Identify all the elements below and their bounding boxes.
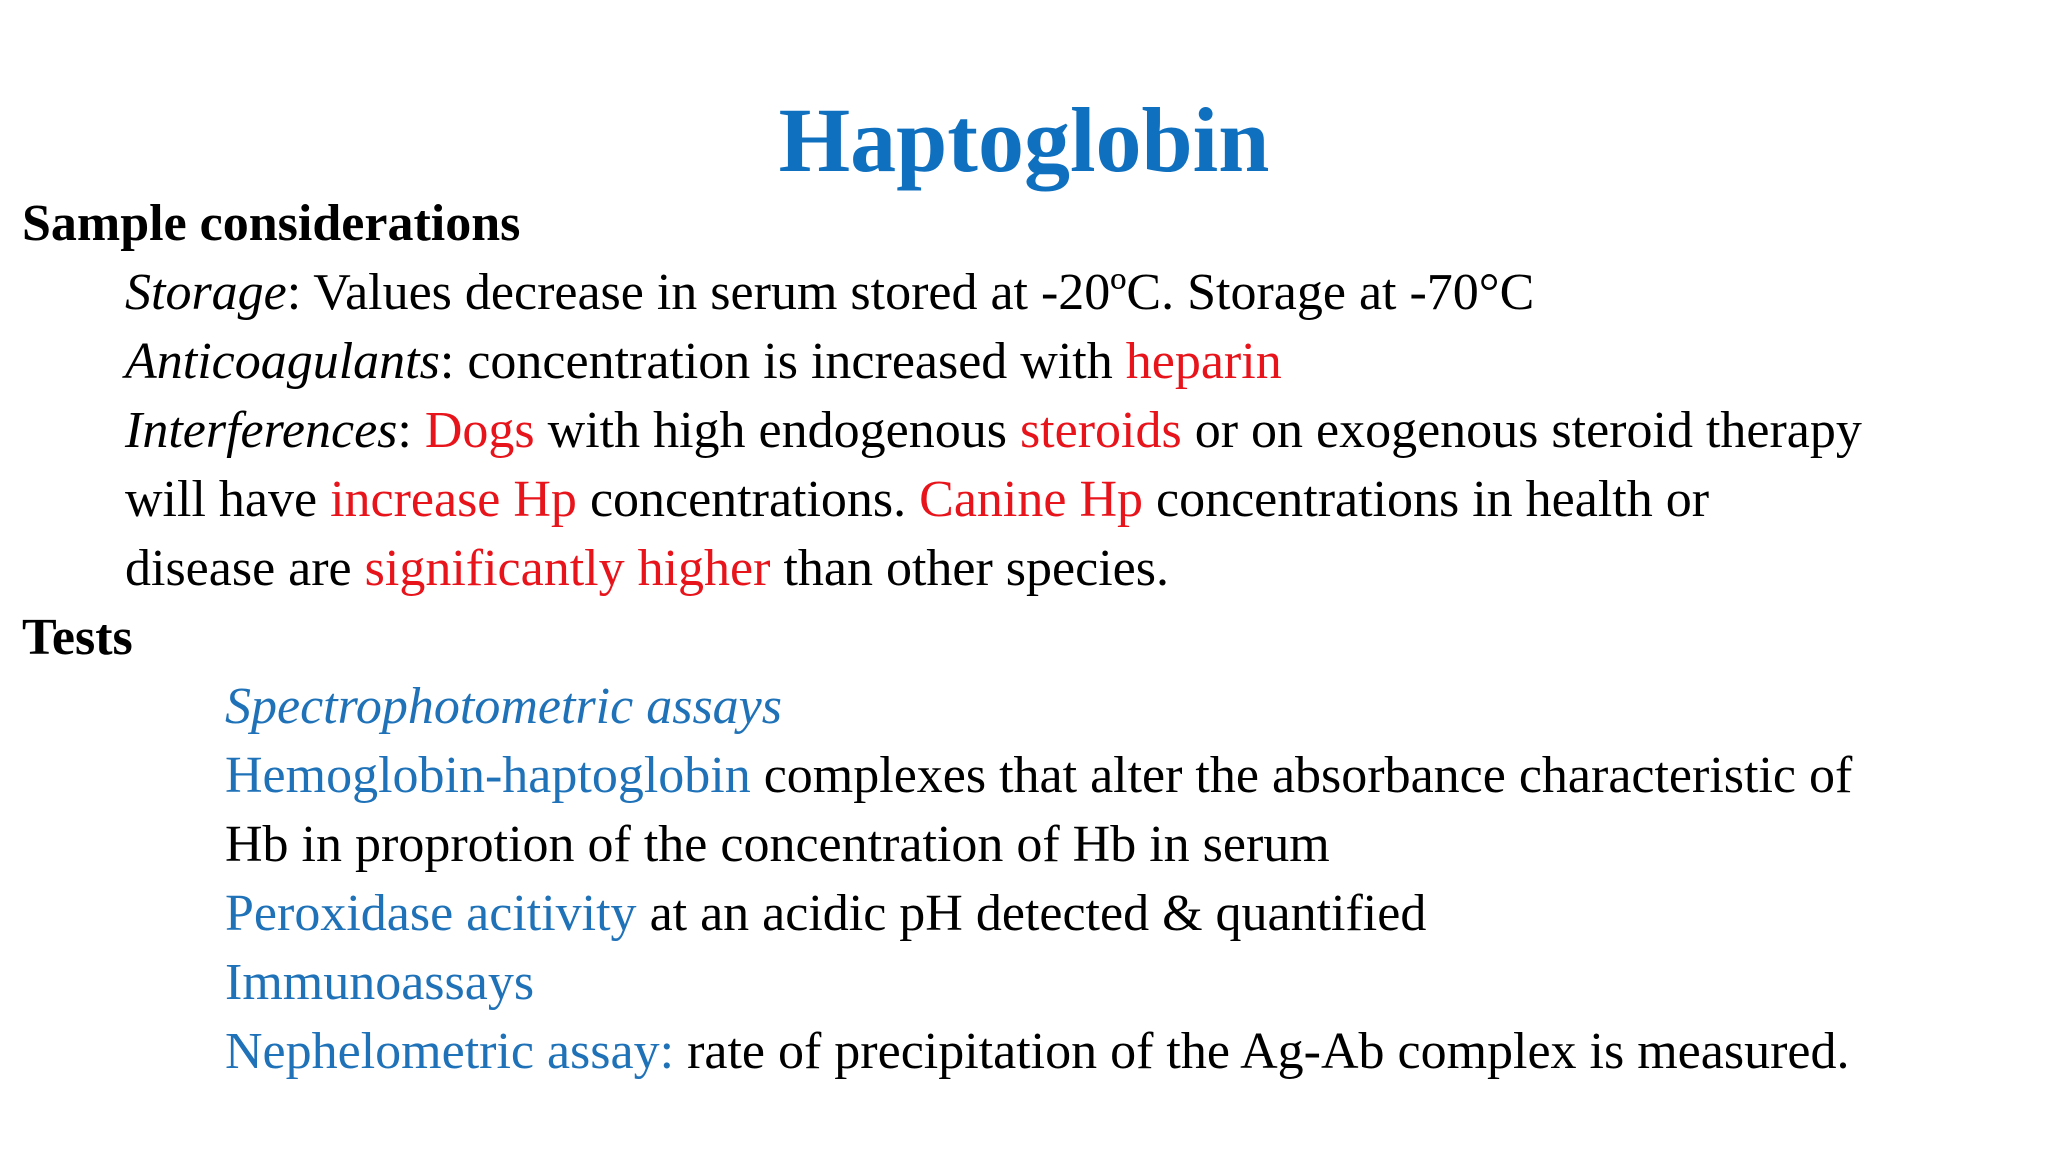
hemoglobin-text: complexes that alter the absorbance characteristic of [750,747,1853,804]
interferences-line-1 [125,397,1862,465]
storage-label: Storage [125,264,287,321]
canine-hp-highlight: Canine Hp [919,471,1143,528]
anticoagulants-line [125,328,1282,396]
interferences-l2-text-3: concentrations in health or [1143,471,1710,528]
increase-hp-highlight: increase Hp [330,471,577,528]
anticoagulants-label: Anticoagulants [125,333,440,390]
significantly-higher-highlight: significantly higher [364,540,771,597]
page-title: Haptoglobin [778,89,1270,191]
immunoassays-line: Immunoassays [225,954,535,1011]
sample-considerations-heading: Sample considerations [22,195,521,252]
interferences-l2-text-2: concentrations. [576,471,920,528]
interferences-line-2 [125,466,1709,534]
steroids-highlight: steroids [1019,402,1182,459]
peroxidase-text: at an acidic pH detected & quantified [636,885,1427,942]
spectrophotometric-line: Spectrophotometric assays [225,678,782,735]
hemoglobin-haptoglobin-term: Hemoglobin-haptoglobin [225,747,751,804]
hemoglobin-line-1 [225,742,1852,810]
nephelometric-term: Nephelometric assay: [225,1023,675,1080]
interferences-l2-text-1: will have [125,471,331,528]
anticoagulants-text: : concentration is increased with [439,333,1126,390]
storage-line [125,259,1534,327]
heparin-highlight: heparin [1125,333,1282,390]
interferences-l3-text-1: disease are [125,540,365,597]
peroxidase-line [225,880,1426,948]
interferences-sep: : [397,402,425,459]
interferences-text-1: with high endogenous [534,402,1020,459]
storage-text: : Values decrease in serum stored at -20ºC. Storage at -70°C [286,264,1535,321]
hemoglobin-line-2: Hb in proprotion of the concentration of Hb in serum [225,816,1330,873]
nephelometric-text: rate of precipitation of the Ag-Ab complex is measured. [674,1023,1850,1080]
interferences-text-2: or on exogenous steroid therapy [1181,402,1862,459]
nephelometric-line [225,1018,1849,1086]
interferences-label: Interferences [125,402,398,459]
interferences-l3-text-2: than other species. [770,540,1169,597]
dogs-highlight: Dogs [424,402,535,459]
peroxidase-term: Peroxidase acitivity [225,885,637,942]
interferences-line-3 [125,535,1169,603]
tests-heading: Tests [22,609,133,666]
